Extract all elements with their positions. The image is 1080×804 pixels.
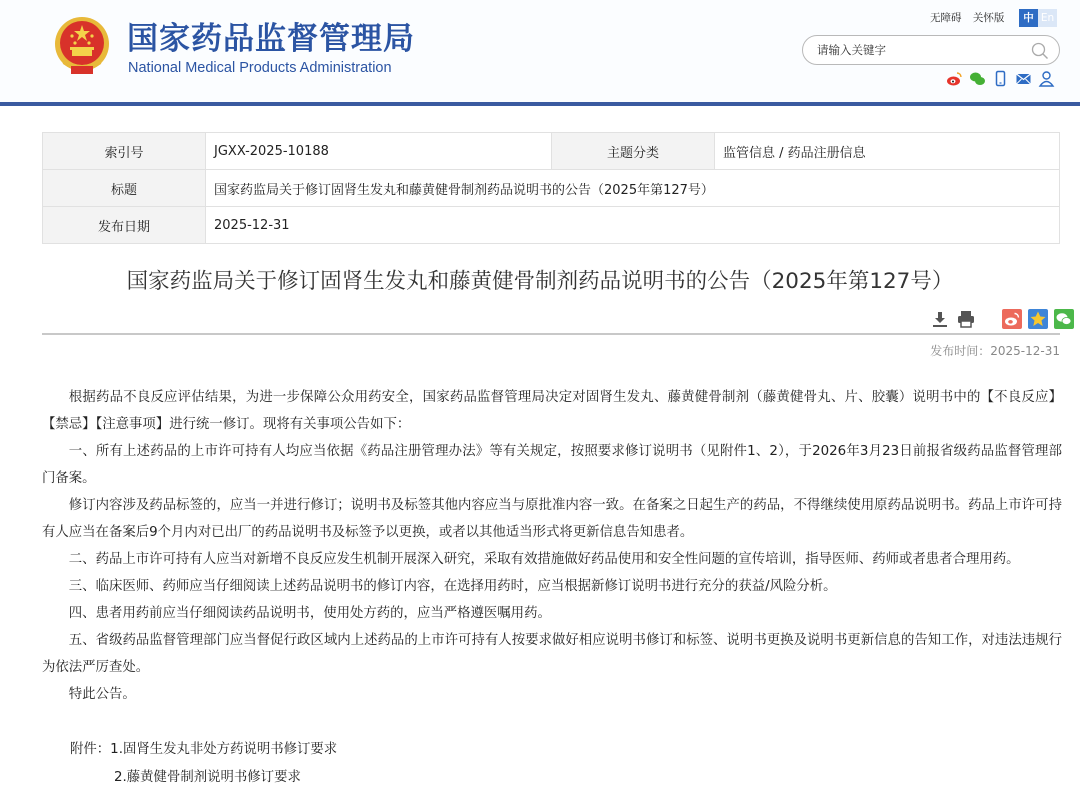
mail-icon[interactable] bbox=[1015, 70, 1032, 87]
attachments bbox=[70, 736, 337, 792]
paragraph: 四、患者用药前应当仔细阅读药品说明书，使用处方药的，应当严格遵医嘱用药。 bbox=[68, 606, 551, 621]
index-number-label: 索引号 bbox=[43, 133, 206, 170]
top-links bbox=[930, 10, 1012, 25]
title-divider bbox=[42, 333, 1060, 335]
paragraph: 一、所有上述药品的上市许可持有人均应当依据《药品注册管理办法》等有关规定，按照要求修订说明书（见附件1、2），于2026年3月23日前报省级药品监督管理部门备案。 bbox=[42, 444, 1062, 486]
attachment-link-1[interactable]: 1.固肾生发丸非处方药说明书修订要求 bbox=[110, 742, 338, 757]
weibo-icon[interactable] bbox=[946, 70, 963, 87]
paragraph: 三、临床医师、药师应当仔细阅读上述药品说明书的修订内容，在选择用药时，应当根据新修订说明书进行充分的获益/风险分析。 bbox=[68, 579, 837, 594]
site-logo-en[interactable]: National Medical Products Administration bbox=[128, 60, 392, 76]
spacer bbox=[982, 309, 996, 329]
title-label: 标题 bbox=[43, 170, 206, 207]
search-icon[interactable] bbox=[1031, 42, 1049, 60]
lang-zh-button[interactable]: 中 bbox=[1019, 9, 1038, 27]
site-header bbox=[0, 0, 1080, 102]
paragraph: 特此公告。 bbox=[68, 687, 136, 702]
language-switch bbox=[1019, 9, 1057, 27]
table-row bbox=[43, 170, 1060, 207]
table-row bbox=[43, 207, 1060, 244]
share-weibo-icon[interactable] bbox=[1002, 309, 1022, 329]
paragraph: 二、药品上市许可持有人应当对新增不良反应发生机制开展深入研究，采取有效措施做好药品使用和安全性问题的宣传培训，指导医师、药师或者患者合理用药。 bbox=[68, 552, 1020, 567]
publish-date-value: 2025-12-31 bbox=[206, 207, 1060, 244]
index-number-value: JGXX-2025-10188 bbox=[206, 133, 552, 170]
share-qzone-icon[interactable] bbox=[1028, 309, 1048, 329]
mobile-icon[interactable] bbox=[992, 70, 1009, 87]
paragraph: 根据药品不良反应评估结果，为进一步保障公众用药安全，国家药品监督管理局决定对固肾生发丸、藤黄健骨制剂（藤黄健骨丸、片、胶囊）说明书中的【不良反应】【禁忌】【注意事项】进行统一修订。现将有关事项公告如下： bbox=[42, 390, 1062, 432]
paragraph: 五、省级药品监督管理部门应当督促行政区域内上述药品的上市许可持有人按要求做好相应说明书修订和标签、说明书更换及说明书更新信息的告知工作，对违法违规行为依法严厉查处。 bbox=[42, 633, 1062, 675]
lang-en-button[interactable]: En bbox=[1038, 9, 1057, 27]
wechat-icon[interactable] bbox=[969, 70, 986, 87]
social-links bbox=[946, 70, 1055, 87]
publish-time: 发布时间：2025-12-31 bbox=[930, 344, 1060, 358]
search-input[interactable] bbox=[817, 41, 1017, 59]
attachments-label: 附件： bbox=[70, 742, 111, 757]
title-value: 国家药监局关于修订固肾生发丸和藤黄健骨制剂药品说明书的公告（2025年第127号） bbox=[206, 170, 1060, 207]
care-mode-link[interactable]: 关怀版 bbox=[972, 12, 1005, 24]
print-icon[interactable] bbox=[956, 309, 976, 329]
accessibility-link[interactable]: 无障碍 bbox=[930, 12, 962, 24]
header-divider bbox=[0, 102, 1080, 106]
article-tools bbox=[930, 309, 1074, 329]
article-title: 国家药监局关于修订固肾生发丸和藤黄健骨制剂药品说明书的公告（2025年第127号） bbox=[126, 269, 954, 294]
attachment-link-2[interactable]: 2.藤黄健骨制剂说明书修订要求 bbox=[114, 770, 301, 785]
table-row bbox=[43, 133, 1060, 170]
download-icon[interactable] bbox=[930, 309, 950, 329]
site-logo-cn[interactable]: 国家药品监督管理局 bbox=[127, 21, 415, 57]
publish-date-label: 发布日期 bbox=[43, 207, 206, 244]
metadata-table bbox=[42, 132, 1060, 244]
share-wechat-icon[interactable] bbox=[1054, 309, 1074, 329]
topic-category-label: 主题分类 bbox=[552, 133, 715, 170]
national-emblem-icon bbox=[53, 14, 111, 78]
user-icon[interactable] bbox=[1038, 70, 1055, 87]
topic-category-value: 监管信息 / 药品注册信息 bbox=[715, 133, 1060, 170]
search-box bbox=[802, 35, 1060, 65]
article-body bbox=[42, 384, 1062, 708]
paragraph: 修订内容涉及药品标签的，应当一并进行修订；说明书及标签其他内容应当与原批准内容一致。在备案之日起生产的药品，不得继续使用原药品说明书。药品上市许可持有人应当在备案后9个月内对已出厂的药品说明书及标签予以更换，或者以其他适当形式将更新信息告知患者。 bbox=[42, 498, 1062, 540]
